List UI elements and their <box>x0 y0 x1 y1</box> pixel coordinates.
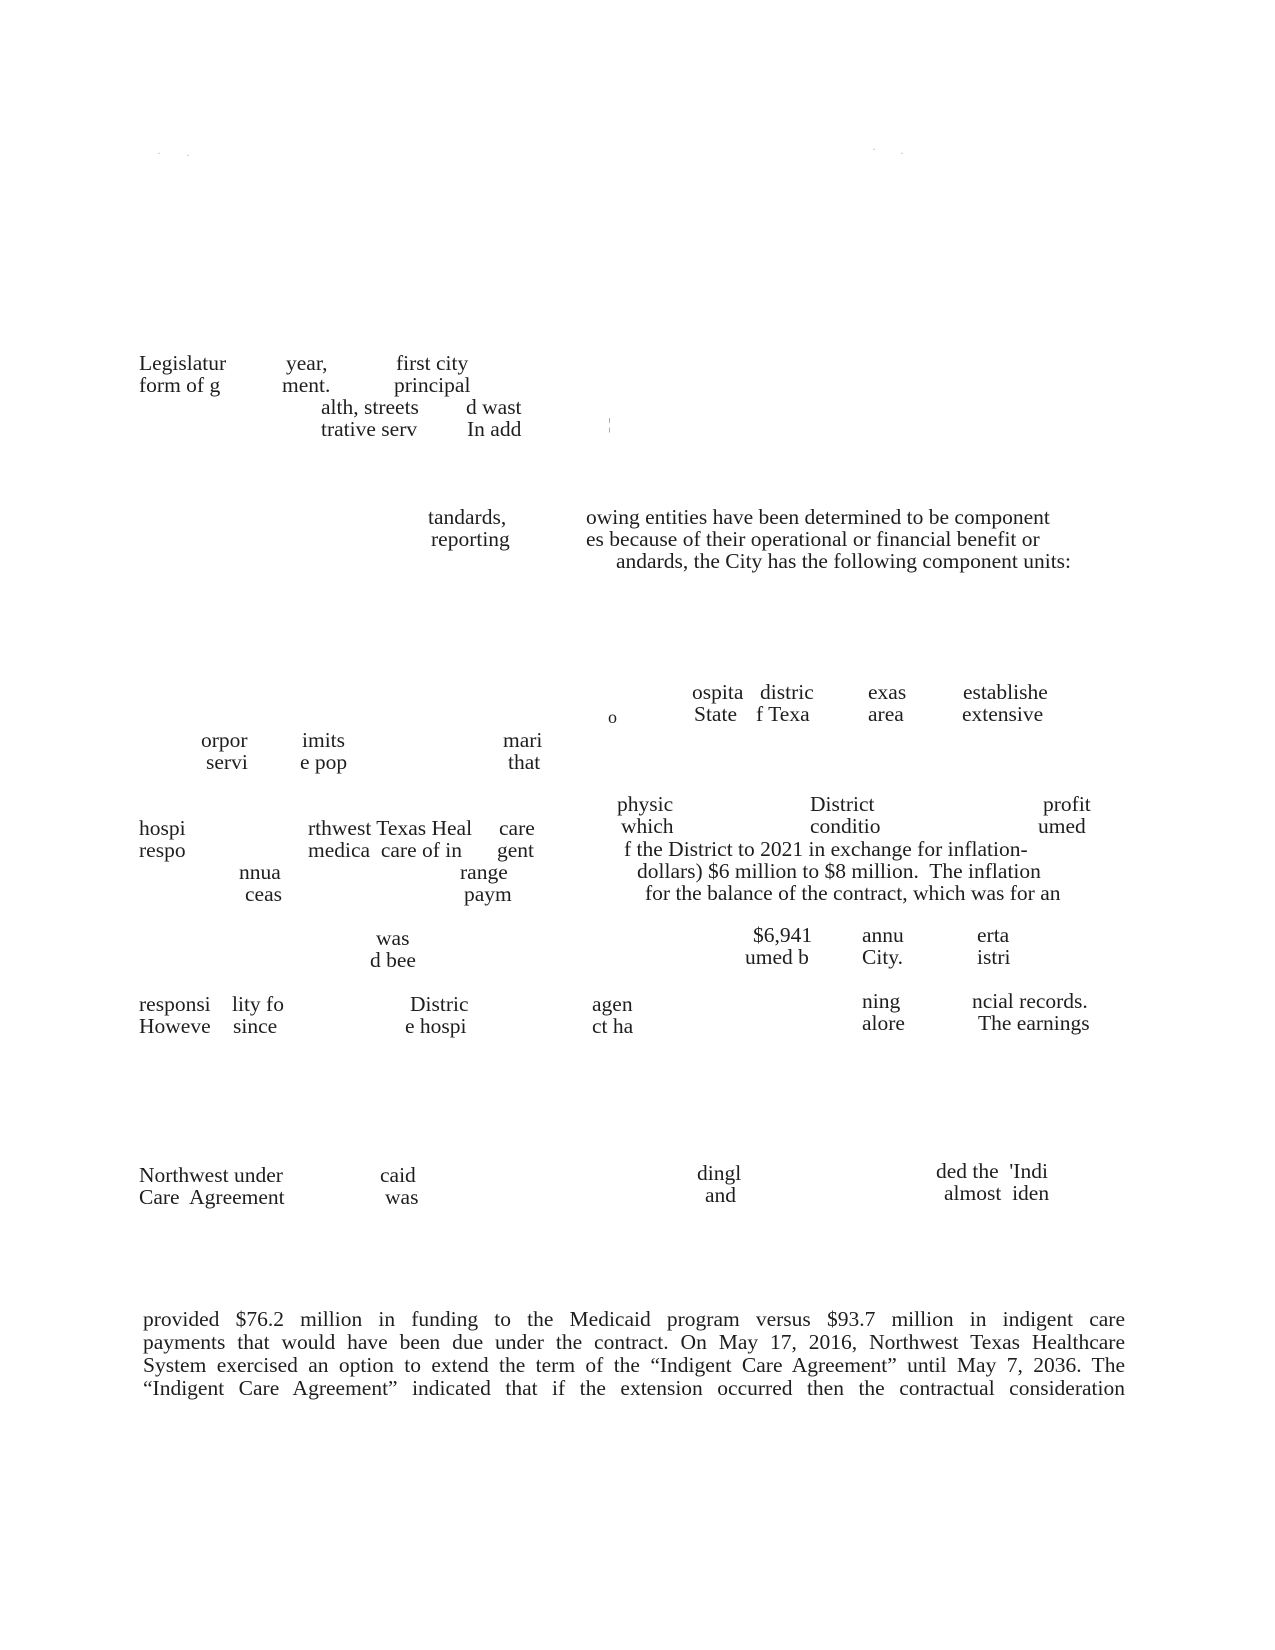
text-fragment: umed <box>1038 814 1086 838</box>
text-fragment: agen <box>592 992 633 1016</box>
text-fragment: range <box>460 860 508 884</box>
text-fragment: dollars) $6 million to $8 million. The inflation <box>637 859 1041 883</box>
text-fragment: was <box>376 926 410 950</box>
paragraph-line: payments that would have been due under the contract. On May 17, 2016, Northwest Texas Healthcare <box>143 1330 1125 1354</box>
paragraph-line: System exercised an option to extend the term of the “Indigent Care Agreement” until May 7, 2036. The <box>143 1353 1125 1377</box>
text-fragment: f Texa <box>756 702 810 726</box>
text-fragment: umed b <box>745 945 809 969</box>
text-fragment: which <box>621 814 674 838</box>
text-fragment: year, <box>286 351 328 375</box>
text-fragment: ncial records. <box>972 989 1088 1013</box>
text-fragment: e hospi <box>405 1014 467 1038</box>
text-fragment: lity fo <box>232 992 284 1016</box>
text-fragment: exas <box>868 680 907 704</box>
indigent-care-paragraph <box>143 1308 1125 1400</box>
text-fragment: care <box>499 816 535 840</box>
text-fragment: dingl <box>697 1161 742 1185</box>
text-fragment: mari <box>503 728 543 752</box>
text-fragment: nnua <box>239 860 281 884</box>
text-fragment: responsi <box>139 992 211 1016</box>
text-fragment: erta <box>977 923 1010 947</box>
text-fragment: tandards, <box>428 505 507 529</box>
scan-speck: · <box>186 148 190 162</box>
text-fragment: establishe <box>963 680 1048 704</box>
text-fragment: State <box>694 702 737 726</box>
text-fragment: trative serv <box>321 417 418 441</box>
text-fragment: Northwest under <box>139 1163 283 1187</box>
text-fragment: gent <box>497 838 535 862</box>
text-fragment: principal <box>394 373 471 397</box>
text-fragment: o <box>608 707 617 727</box>
text-fragment: Howeve <box>139 1014 211 1038</box>
text-fragment: $6,941 <box>753 923 813 947</box>
text-fragment: distric <box>760 680 814 704</box>
scan-speck: · <box>157 146 161 160</box>
text-fragment: extensive <box>962 702 1044 726</box>
text-fragment: rthwest Texas Heal <box>308 816 473 840</box>
text-fragment: ospita <box>692 680 744 704</box>
text-fragment: orpor <box>201 728 248 752</box>
text-fragment: Distric <box>410 992 469 1016</box>
text-fragment: reporting <box>431 527 510 551</box>
text-fragment: caid <box>380 1163 416 1187</box>
text-fragment: ct ha <box>592 1014 634 1038</box>
text-fragment: ning <box>862 989 901 1013</box>
text-fragment: The earnings <box>978 1011 1090 1035</box>
text-fragment: profit <box>1043 792 1091 816</box>
text-fragment: conditio <box>810 814 881 838</box>
text-fragment: area <box>868 702 904 726</box>
scan-speck: · <box>872 142 876 156</box>
text-fragment: es because of their operational or financial benefit or <box>586 527 1040 551</box>
text-fragment: d bee <box>370 948 416 972</box>
paragraph-line: provided $76.2 million in funding to the Medicaid program versus $93.7 million in indigent care <box>143 1307 1125 1331</box>
text-fragment: e pop <box>300 750 348 774</box>
text-fragment: f the District to 2021 in exchange for inflation- <box>624 837 1028 861</box>
text-fragment: In add <box>467 417 522 441</box>
text-fragment: paym <box>464 882 512 906</box>
text-fragment: istri <box>977 945 1011 969</box>
text-fragment: servi <box>206 750 248 774</box>
text-fragment: for the balance of the contract, which was for an <box>645 881 1061 905</box>
text-fragment: Legislatur <box>139 351 227 375</box>
text-fragment: annu <box>862 923 904 947</box>
text-fragment: ceas <box>245 882 282 906</box>
text-fragment: d wast <box>466 395 522 419</box>
text-fragment: form of g <box>139 373 221 397</box>
text-fragment: ded the 'Indi <box>936 1159 1048 1183</box>
scan-speck: · <box>900 146 904 160</box>
text-fragment: Care Agreement <box>139 1185 285 1209</box>
text-fragment: District <box>810 792 875 816</box>
scan-speck: ¦ <box>608 416 612 433</box>
text-fragment: owing entities have been determined to be component <box>586 505 1050 529</box>
text-fragment: City. <box>862 945 904 969</box>
text-fragment: physic <box>617 792 674 816</box>
text-fragment: and <box>705 1183 737 1207</box>
text-fragment: hospi <box>139 816 186 840</box>
text-fragment: was <box>385 1185 419 1209</box>
text-fragment: ment. <box>282 373 331 397</box>
text-fragment: that <box>508 750 541 774</box>
paragraph-line: “Indigent Care Agreement” indicated that if the extension occurred then the contractual consideration <box>143 1376 1125 1400</box>
text-fragment: imits <box>302 728 346 752</box>
text-fragment: almost iden <box>944 1181 1050 1205</box>
text-fragment: respo <box>139 838 186 862</box>
text-fragment: alth, streets <box>321 395 419 419</box>
text-fragment: medica care of in <box>308 838 462 862</box>
text-fragment: since <box>233 1014 278 1038</box>
text-fragment: alore <box>862 1011 905 1035</box>
text-fragment: first city <box>396 351 469 375</box>
text-fragment: andards, the City has the following component units: <box>616 549 1072 573</box>
